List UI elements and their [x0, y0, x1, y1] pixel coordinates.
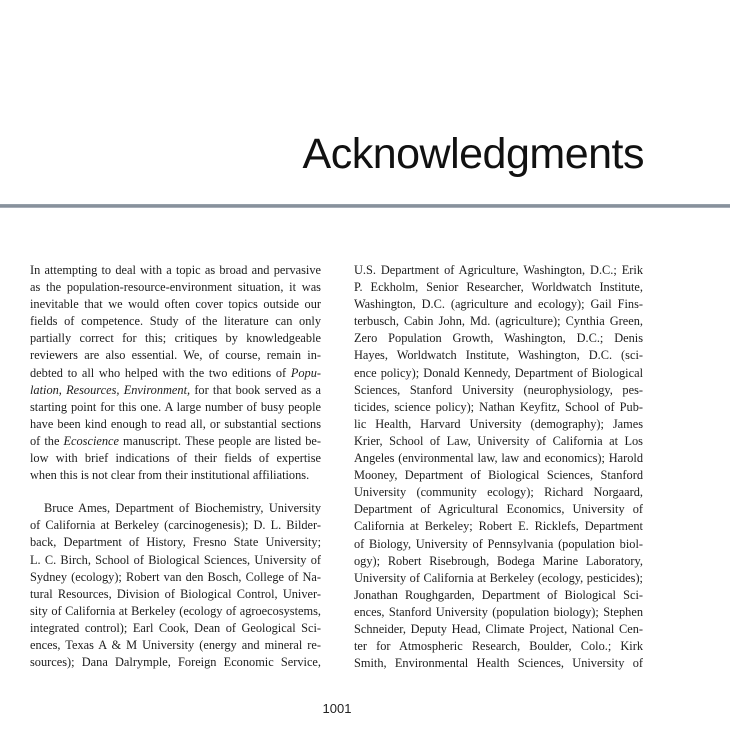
text-line: ences, Stanford University (population biology); Stephen	[354, 604, 643, 619]
text-line: tural Resources, Division of Biological Control, Univer-	[30, 586, 321, 601]
paragraph-gap	[30, 484, 321, 500]
text-line: Washington, D.C. (agriculture and ecology); Gail Fins-	[354, 297, 643, 312]
text-line: Department of Agricultural Economics, University of	[354, 502, 643, 517]
text-line: P. Eckholm, Senior Researcher, Worldwatch Institute,	[354, 280, 643, 295]
text-line: Zero Population Growth, Washington, D.C.; Denis	[354, 331, 643, 346]
text-line: ogy); Robert Risebrough, Bodega Marine Laboratory,	[354, 553, 643, 568]
text-line: sources); Dana Dalrymple, Foreign Economic Service,	[30, 655, 321, 670]
text-line: Sydney (ecology); Robert van den Bosch, College of Na-	[30, 569, 321, 584]
text-fragment: manuscript. These people are listed be-	[119, 433, 321, 448]
text-line: inevitable that we would often cover topics outside our	[30, 297, 321, 312]
text-line: when this is not clear from their institutional affiliations.	[30, 468, 310, 483]
text-line: California at Berkeley; Robert E. Ricklefs, Department	[354, 519, 643, 534]
text-line: terbusch, Cabin John, Md. (agriculture); Cynthia Green,	[354, 314, 643, 329]
text-line: U.S. Department of Agriculture, Washington, D.C.; Erik	[354, 263, 643, 277]
text-line: sity of California at Berkeley (ecology of agroecosystems,	[30, 603, 321, 618]
italic-fragment: Ecoscience	[63, 433, 119, 448]
text-line: low with brief indications of their fields of expertise	[30, 451, 321, 466]
italic-fragment: Popu-	[290, 365, 321, 380]
text-line: fields of competence. Study of the literature can only	[30, 314, 321, 329]
text-line: Jonathan Roughgarden, Department of Biological Sci-	[354, 587, 643, 602]
text-line: of Biology, University of Pennsylvania (population biol-	[354, 536, 643, 551]
text-line: In attempting to deal with a topic as broad and pervasive	[30, 263, 321, 277]
page-title: Acknowledgments	[302, 130, 644, 178]
text-line: Bruce Ames, Department of Biochemistry, University	[44, 501, 321, 516]
text-fragment: for that book served as a	[190, 382, 321, 397]
title-rule	[0, 204, 730, 208]
text-line: ticides, science policy); Nathan Keyfitz, School of Pub-	[354, 399, 643, 414]
text-line: back, Department of History, Fresno State University;	[30, 535, 321, 550]
text-line	[30, 433, 321, 450]
text-line: Krier, School of Law, University of California at Los	[354, 433, 643, 448]
text-line: partially correct for this; critiques by knowledgeable	[30, 331, 321, 346]
text-line: integrated control); Earl Cook, Dean of Geological Sci-	[30, 620, 321, 635]
right-column	[354, 262, 643, 672]
italic-fragment: lation, Resources, Environment,	[30, 382, 191, 397]
text-line: lic Health, Harvard University (demography); James	[354, 416, 643, 431]
text-line: of California at Berkeley (carcinogenesis); D. L. Bilder-	[30, 518, 321, 533]
text-line: Mooney, Department of Biological Sciences, Stanford	[354, 468, 643, 483]
text-line: ter for Atmospheric Research, Boulder, Colo.; Kirk	[354, 639, 643, 654]
text-line	[30, 382, 321, 399]
text-line	[30, 365, 321, 382]
text-line: reviewers are also essential. We, of course, remain in-	[30, 348, 321, 363]
text-line: Schneider, Deputy Head, Climate Project, National Cen-	[354, 621, 643, 636]
text-line: starting point for this one. A large number of busy people	[30, 399, 321, 414]
text-line: have been kind enough to read all, or substantial sections	[30, 416, 321, 431]
text-line: University of California at Berkeley (ecology, pesticides);	[354, 570, 643, 585]
text-fragment: of the	[30, 433, 64, 448]
text-fragment: debted to all who helped with the two editions of	[30, 365, 291, 380]
text-line: ences, Texas A & M University (energy and mineral re-	[30, 637, 321, 652]
text-line: L. C. Birch, School of Biological Sciences, University of	[30, 552, 321, 567]
text-line: Hayes, Worldwatch Institute, Washington, D.C. (sci-	[354, 348, 643, 363]
text-line: University (community ecology); Richard Norgaard,	[354, 485, 643, 500]
left-column	[30, 262, 321, 671]
text-line: ence policy); Donald Kennedy, Department of Biological	[354, 365, 643, 380]
text-line: Angeles (environmental law, law and economics); Harold	[354, 451, 643, 466]
page-number: 1001	[322, 701, 352, 716]
text-line: Sciences, Stanford University (neurophysiology, pes-	[354, 382, 643, 397]
text-line: Smith, Environmental Health Sciences, University of	[354, 656, 643, 671]
text-line: as the population-resource-environment situation, it was	[30, 280, 321, 295]
